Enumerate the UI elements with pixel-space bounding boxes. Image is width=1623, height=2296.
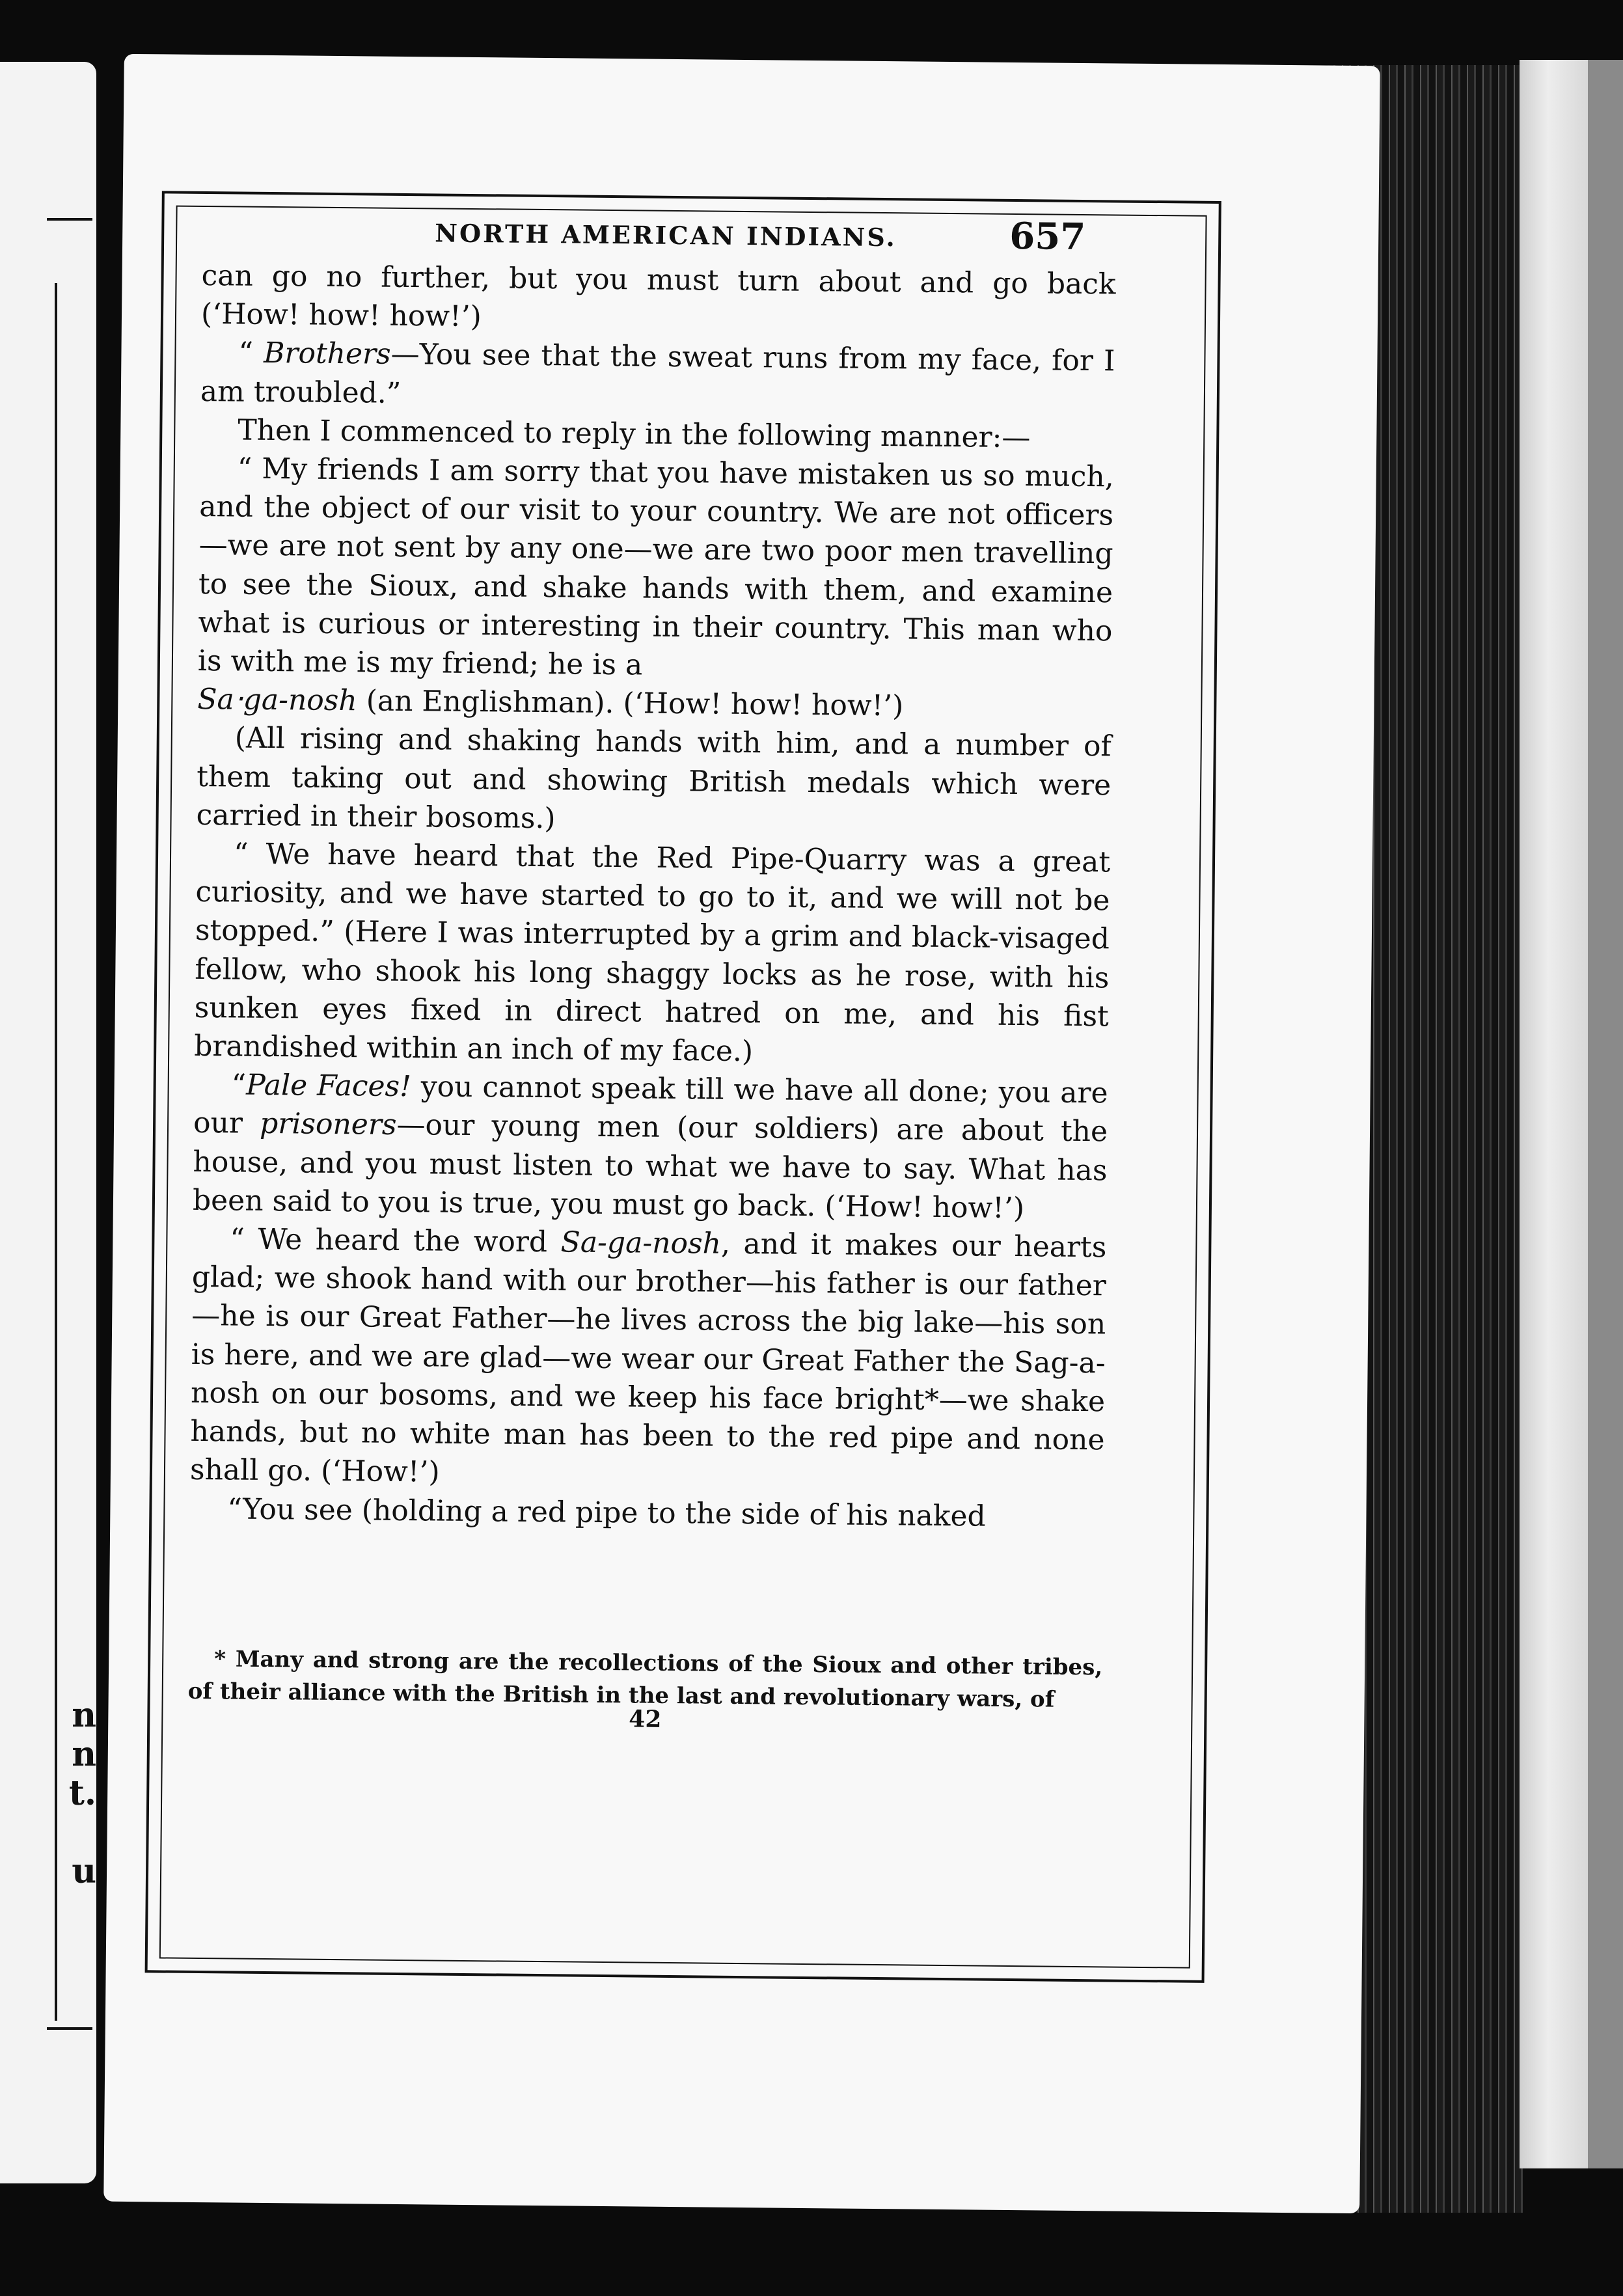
footnote: * Many and strong are the recollections of the Sioux and other tribes, of their alliance with the British in the last and revolutionary wars, of	[187, 1646, 1103, 1713]
paragraph: “ We heard the word Sa-ga-nosh, and it makes our hearts glad; we shook hand with our brother—his father is our father—he is our Great Father—he lives across the big lake—his son is here, and we are glad—we wear our Great Father the Sag-a-nosh on our bosoms, and we keep his face bright*—we shake hands, but no white man has been to the red pipe and none shall go. (‘How!’)	[189, 1222, 1107, 1489]
running-head: NORTH AMERICAN INDIANS.	[435, 218, 897, 253]
paragraph: Then I commenced to reply in the following manner:—	[238, 413, 1031, 455]
page-number: 657	[1009, 214, 1086, 259]
book-page	[103, 54, 1380, 2213]
paragraph: “ Brothers—You see that the sweat runs from my face, for I am troubled.”	[200, 336, 1115, 410]
paragraph: (All rising and shaking hands with him, and a number of them taking out and showing British medals which were carried in their bosoms.)	[196, 721, 1112, 836]
paragraph: “You see (holding a red pipe to the side of his naked	[227, 1492, 986, 1533]
left-page-fragment: n	[72, 1734, 96, 1774]
left-page-fragment: u	[72, 1852, 96, 1891]
page-header	[200, 204, 1086, 265]
left-page-fragment: n	[72, 1695, 96, 1735]
left-page-fragment: t.	[68, 1773, 96, 1813]
body-text	[189, 256, 1116, 1537]
signature-mark: 42	[629, 1705, 662, 1733]
left-page-rule	[47, 218, 92, 221]
left-page-frame-line	[55, 283, 57, 2021]
paragraph: “ My friends I am sorry that you have mistaken us so much, and the object of our visit to your country. We are not officers—we are not sent by any one—we are two poor men travelling to see the Sioux, and shake hands with them, and examine what is curious or interesting in their country. This man who is with me is my friend; he is a	[197, 452, 1114, 682]
paragraph: can go no further, but you must turn about and go back (‘How! how! how!’)	[200, 258, 1116, 334]
left-facing-page	[0, 62, 96, 2183]
paragraph: “ We have heard that the Red Pipe-Quarry was a great curiosity, and we have started to go to it, and we will not be stopped.” (Here I was interrupted by a grim and black-visaged fellow, who shook his long shaggy locks as he rose, with his sunken eyes fixed in direct hatred on me, and his fist brandished within an inch of my face.)	[194, 837, 1111, 1069]
book-cover-edge	[1588, 60, 1623, 2168]
page-edges-light	[1520, 60, 1591, 2168]
left-page-rule	[47, 2027, 92, 2030]
paragraph: Sa‧ga-nosh (an Englishman). (‘How! how! how!’)	[197, 683, 904, 723]
paragraph: “Pale Faces! you cannot speak till we have all done; you are our prisoners—our young men (our soldiers) are about the house, and you must listen to what we have to say. What has been said to you is true, you must go back. (‘How! how!’)	[192, 1068, 1108, 1225]
